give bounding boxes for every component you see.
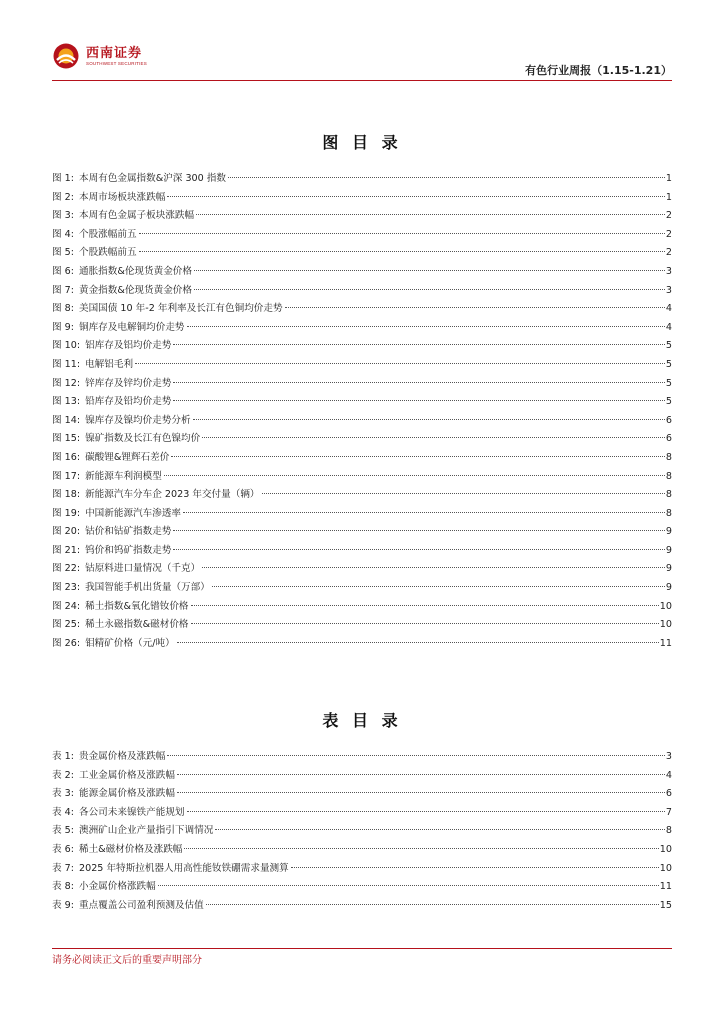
logo-chinese-name: 西南证券: [86, 45, 143, 61]
toc-entry-page: 3: [665, 751, 672, 762]
toc-entry-label: 小金属价格涨跌幅: [78, 881, 156, 893]
toc-dot-leader: [212, 586, 665, 587]
toc-entry-number: 图 14:: [52, 414, 81, 426]
toc-entry-label: 个股跌幅前五: [78, 247, 137, 259]
figure-index-entry[interactable]: [52, 393, 672, 412]
toc-entry-label: 贵金属价格及涨跌幅: [78, 751, 166, 762]
toc-dot-leader: [173, 530, 664, 531]
toc-entry-label: 各公司未来镍铁产能规划: [78, 806, 185, 818]
toc-dot-leader: [173, 549, 664, 550]
toc-entry-number: 表 4:: [52, 806, 74, 818]
toc-entry-label: 黄金指数&伦现货黄金价格: [78, 284, 192, 296]
toc-entry-number: 表 9:: [52, 899, 74, 911]
toc-dot-leader: [202, 437, 665, 438]
toc-entry-label: 美国国债 10 年-2 年利率及长江有色铜均价走势: [78, 303, 283, 315]
table-index-list: [52, 748, 672, 915]
toc-entry-page: 8: [665, 489, 672, 501]
toc-entry-page: 15: [659, 899, 672, 911]
toc-entry-page: 8: [665, 451, 672, 463]
figure-index-entry[interactable]: [52, 635, 672, 654]
toc-entry-label: 钴原料进口量情况（千克）: [85, 563, 201, 575]
toc-entry-page: 3: [665, 265, 672, 277]
table-index-entry[interactable]: [52, 785, 672, 804]
toc-entry-number: 图 20:: [52, 526, 81, 538]
toc-dot-leader: [196, 214, 665, 215]
figure-index-entry[interactable]: [52, 170, 672, 189]
southwest-securities-logo-icon: [52, 42, 80, 70]
toc-dot-leader: [202, 567, 665, 568]
toc-entry-label: 我国智能手机出货量（万部）: [85, 582, 210, 594]
toc-dot-leader: [191, 605, 659, 606]
figure-index-entry[interactable]: [52, 244, 672, 263]
toc-entry-page: 11: [659, 637, 672, 649]
figure-index-entry[interactable]: [52, 375, 672, 394]
figure-index-entry[interactable]: [52, 468, 672, 487]
toc-entry-number: 图 22:: [52, 563, 81, 575]
figure-index-entry[interactable]: [52, 189, 672, 208]
toc-entry-page: 8: [665, 825, 672, 837]
figure-index-entry[interactable]: [52, 579, 672, 598]
toc-dot-leader: [228, 177, 665, 178]
disclaimer-note: 请务必阅读正文后的重要声明部分: [52, 955, 202, 966]
toc-entry-label: 稀土指数&氧化镨钕价格: [85, 600, 189, 612]
toc-entry-label: 个股涨幅前五: [78, 228, 137, 240]
toc-dot-leader: [171, 456, 665, 457]
toc-entry-number: 图 23:: [52, 582, 81, 594]
table-index-entry[interactable]: [52, 897, 672, 916]
toc-entry-number: 图 18:: [52, 489, 81, 501]
toc-entry-label: 重点覆盖公司盈利预测及估值: [78, 899, 204, 911]
toc-dot-leader: [215, 829, 665, 830]
toc-entry-page: 8: [665, 470, 672, 482]
toc-dot-leader: [177, 774, 665, 775]
toc-entry-number: 图 9:: [52, 321, 74, 333]
table-index-entry[interactable]: [52, 748, 672, 767]
figure-index-entry[interactable]: [52, 505, 672, 524]
toc-dot-leader: [158, 885, 659, 886]
toc-entry-number: 图 5:: [52, 247, 74, 259]
toc-dot-leader: [193, 419, 665, 420]
toc-entry-label: 碳酸锂&锂辉石差价: [85, 451, 170, 463]
table-index-entry[interactable]: [52, 878, 672, 897]
toc-entry-label: 铅库存及铅均价走势: [85, 396, 172, 408]
table-index-entry[interactable]: [52, 822, 672, 841]
toc-dot-leader: [139, 233, 665, 234]
toc-entry-page: 7: [665, 806, 672, 818]
toc-entry-number: 表 5:: [52, 825, 74, 837]
figure-index-list: [52, 170, 672, 653]
toc-entry-page: 10: [659, 600, 672, 612]
toc-entry-page: 2: [665, 210, 672, 222]
toc-entry-label: 本周有色金属子板块涨跌幅: [78, 210, 195, 222]
toc-entry-page: 8: [665, 507, 672, 519]
toc-entry-number: 表 6:: [52, 843, 74, 855]
figure-index-entry[interactable]: [52, 300, 672, 319]
logo-english-name: SOUTHWEST SECURITIES: [86, 60, 147, 66]
toc-entry-label: 钴价和钴矿指数走势: [85, 526, 172, 538]
toc-entry-number: 图 19:: [52, 507, 81, 519]
toc-dot-leader: [164, 475, 665, 476]
toc-dot-leader: [194, 289, 665, 290]
figure-index-entry[interactable]: [52, 337, 672, 356]
table-index-entry[interactable]: [52, 804, 672, 823]
toc-entry-number: 图 13:: [52, 396, 81, 408]
toc-entry-page: 11: [659, 881, 672, 893]
toc-entry-label: 新能源车利润模型: [85, 470, 162, 482]
toc-dot-leader: [173, 344, 664, 345]
toc-entry-number: 表 3:: [52, 788, 74, 800]
toc-entry-number: 图 8:: [52, 303, 74, 315]
figure-index-entry[interactable]: [52, 449, 672, 468]
toc-entry-number: 表 2:: [52, 769, 74, 781]
toc-dot-leader: [167, 196, 665, 197]
toc-entry-label: 钼精矿价格（元/吨）: [85, 637, 175, 649]
figure-index-entry[interactable]: [52, 412, 672, 431]
toc-entry-number: 图 3:: [52, 210, 74, 222]
toc-entry-page: 9: [665, 563, 672, 575]
toc-entry-label: 铝库存及铝均价走势: [85, 340, 172, 352]
header-divider: [52, 80, 672, 81]
toc-entry-page: 6: [665, 788, 672, 800]
toc-entry-number: 图 17:: [52, 470, 81, 482]
toc-entry-page: 1: [665, 191, 672, 203]
toc-dot-leader: [183, 512, 665, 513]
toc-dot-leader: [291, 867, 659, 868]
toc-dot-leader: [187, 811, 665, 812]
toc-entry-number: 图 24:: [52, 600, 81, 612]
toc-entry-number: 图 16:: [52, 451, 81, 463]
toc-dot-leader: [167, 755, 665, 756]
toc-entry-page: 10: [659, 862, 672, 874]
toc-entry-page: 4: [665, 321, 672, 333]
toc-entry-label: 中国新能源汽车渗透率: [85, 507, 182, 519]
toc-entry-number: 图 6:: [52, 265, 74, 277]
toc-entry-number: 图 26:: [52, 637, 81, 649]
toc-entry-label: 2025 年特斯拉机器人用高性能钕铁硼需求量测算: [78, 862, 289, 874]
toc-entry-page: 9: [665, 526, 672, 538]
toc-dot-leader: [139, 251, 665, 252]
toc-entry-label: 本周市场板块涨跌幅: [78, 191, 166, 203]
toc-entry-number: 图 21:: [52, 544, 81, 556]
toc-entry-number: 图 12:: [52, 377, 81, 389]
toc-entry-page: 6: [665, 414, 672, 426]
toc-dot-leader: [194, 270, 665, 271]
toc-entry-number: 图 10:: [52, 340, 81, 352]
toc-dot-leader: [177, 792, 665, 793]
toc-entry-number: 表 7:: [52, 862, 74, 874]
toc-entry-label: 本周有色金属指数&沪深 300 指数: [78, 173, 227, 184]
report-title: 有色行业周报（1.15-1.21）: [525, 64, 672, 77]
toc-entry-label: 锌库存及锌均价走势: [85, 377, 172, 389]
toc-entry-page: 5: [665, 358, 672, 370]
toc-entry-label: 电解铝毛利: [85, 358, 134, 370]
toc-entry-label: 能源金属价格及涨跌幅: [78, 788, 175, 800]
figure-index-entry[interactable]: [52, 542, 672, 561]
toc-dot-leader: [191, 623, 659, 624]
figure-index-entry[interactable]: [52, 282, 672, 301]
toc-entry-page: 5: [665, 396, 672, 408]
toc-entry-page: 6: [665, 433, 672, 445]
toc-entry-number: 图 11:: [52, 358, 81, 370]
toc-entry-page: 5: [665, 340, 672, 352]
toc-dot-leader: [177, 642, 659, 643]
figure-index-title: 图 目 录: [322, 133, 402, 152]
toc-dot-leader: [173, 382, 664, 383]
table-index-entry[interactable]: [52, 860, 672, 879]
toc-entry-label: 稀土&磁材价格及涨跌幅: [78, 843, 183, 855]
toc-entry-number: 图 1:: [52, 173, 74, 184]
figure-index-entry[interactable]: [52, 319, 672, 338]
toc-entry-page: 4: [665, 769, 672, 781]
toc-entry-page: 2: [665, 228, 672, 240]
toc-entry-label: 钨价和钨矿指数走势: [85, 544, 172, 556]
toc-dot-leader: [184, 848, 658, 849]
toc-dot-leader: [285, 307, 665, 308]
toc-dot-leader: [135, 363, 665, 364]
toc-entry-label: 新能源汽车分车企 2023 年交付量（辆）: [85, 489, 260, 501]
toc-entry-label: 镍库存及镍均价走势分析: [85, 414, 191, 426]
toc-entry-number: 表 8:: [52, 881, 74, 893]
figure-index-entry[interactable]: [52, 356, 672, 375]
toc-entry-page: 10: [659, 843, 672, 855]
toc-dot-leader: [173, 400, 664, 401]
toc-entry-number: 图 7:: [52, 284, 74, 296]
figure-index-entry[interactable]: [52, 598, 672, 617]
table-index-entry[interactable]: [52, 767, 672, 786]
toc-entry-page: 2: [665, 247, 672, 259]
toc-entry-label: 镍矿指数及长江有色镍均价: [85, 433, 201, 445]
figure-index-entry[interactable]: [52, 207, 672, 226]
toc-entry-label: 稀土永磁指数&磁材价格: [85, 619, 189, 631]
toc-entry-page: 10: [659, 619, 672, 631]
toc-entry-label: 通胀指数&伦现货黄金价格: [78, 265, 192, 277]
figure-index-entry[interactable]: [52, 523, 672, 542]
toc-entry-number: 表 1:: [52, 751, 74, 762]
toc-entry-label: 铜库存及电解铜均价走势: [78, 321, 185, 333]
toc-entry-label: 工业金属价格及涨跌幅: [78, 769, 175, 781]
figure-index-entry[interactable]: [52, 226, 672, 245]
toc-entry-label: 澳洲矿山企业产量指引下调情况: [78, 825, 214, 837]
toc-entry-number: 图 2:: [52, 191, 74, 203]
toc-entry-page: 4: [665, 303, 672, 315]
figure-index-entry[interactable]: [52, 560, 672, 579]
toc-entry-number: 图 25:: [52, 619, 81, 631]
toc-entry-page: 1: [665, 173, 672, 184]
figure-index-entry[interactable]: [52, 263, 672, 282]
toc-entry-number: 图 4:: [52, 228, 74, 240]
toc-dot-leader: [187, 326, 665, 327]
toc-entry-page: 3: [665, 284, 672, 296]
table-index-title: 表 目 录: [322, 711, 402, 730]
toc-dot-leader: [262, 493, 665, 494]
footer-divider: [52, 948, 672, 949]
figure-index-entry[interactable]: [52, 430, 672, 449]
toc-entry-page: 9: [665, 544, 672, 556]
page-header: [52, 40, 672, 84]
toc-entry-number: 图 15:: [52, 433, 81, 445]
company-logo: [52, 42, 147, 70]
toc-entry-page: 5: [665, 377, 672, 389]
toc-dot-leader: [206, 904, 659, 905]
toc-entry-page: 9: [665, 582, 672, 594]
table-index-entry[interactable]: [52, 841, 672, 860]
figure-index-entry[interactable]: [52, 616, 672, 635]
figure-index-entry[interactable]: [52, 486, 672, 505]
